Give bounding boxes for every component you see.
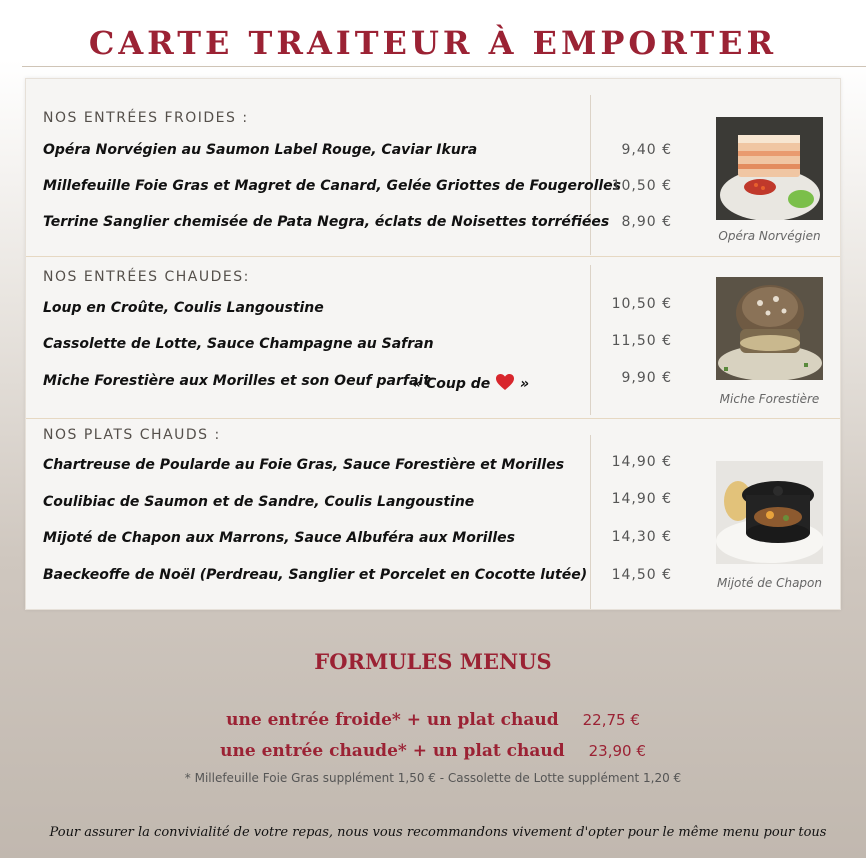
dish-price: 14,30 € (611, 529, 672, 545)
dish-name: Terrine Sanglier chemisée de Pata Negra, éclats de Noisettes torréfiées (43, 214, 610, 230)
page-title: CARTE TRAITEUR À EMPORTER (88, 24, 778, 62)
dish-name: Opéra Norvégien au Saumon Label Rouge, Caviar Ikura (43, 142, 478, 158)
mijote-de-chapon-photo (716, 461, 823, 564)
dish-name: Chartreuse de Poularde au Foie Gras, Sauce Forestière et Morilles (43, 457, 565, 473)
dish-name: Baeckeoffe de Noël (Perdreau, Sanglier et Porcelet en Cocotte lutée) (43, 567, 588, 583)
opera-norvegien-photo (716, 117, 823, 220)
miche-forestiere-photo (716, 277, 823, 380)
formule-label: une entrée froide* + un plat chaud (226, 710, 559, 730)
section-title-entrees-chaudes: NOS ENTRÉES CHAUDES: (43, 269, 250, 285)
formule-option (0, 741, 866, 761)
section-divider (26, 256, 840, 257)
dish-name: Miche Forestière aux Morilles et son Oeuf parfait (43, 373, 430, 389)
formules-title: FORMULES MENUS (314, 649, 552, 674)
footer-note: Pour assurer la convivialité de votre repas, nous vous recommandons vivement d'opter pour le même menu pour tous (49, 825, 827, 840)
menu-card (25, 78, 841, 610)
section-divider (26, 418, 840, 419)
column-divider (590, 435, 591, 609)
formule-price: 22,75 € (582, 711, 640, 729)
dish-price: 14,90 € (611, 491, 672, 507)
photo-caption: Miche Forestière (719, 392, 820, 406)
dish-price: 9,90 € (621, 370, 672, 386)
dish-name: Cassolette de Lotte, Sauce Champagne au Safran (43, 336, 434, 352)
photo-caption: Mijoté de Chapon (717, 576, 822, 590)
dish-name: Mijoté de Chapon aux Marrons, Sauce Albuféra aux Morilles (43, 530, 515, 546)
dish-name: Loup en Croûte, Coulis Langoustine (43, 300, 324, 316)
dish-price: 9,40 € (621, 142, 672, 158)
dish-price: 8,90 € (621, 214, 672, 230)
dish-name: Coulibiac de Saumon et de Sandre, Coulis Langoustine (43, 494, 475, 510)
section-title-entrees-froides: NOS ENTRÉES FROIDES : (43, 110, 249, 126)
dish-price: 10,50 € (611, 296, 672, 312)
tag-text: « Coup de (412, 376, 491, 392)
column-divider (590, 265, 591, 415)
dish-price: 11,50 € (611, 333, 672, 349)
heart-icon (495, 373, 515, 391)
photo-caption: Opéra Norvégien (718, 229, 821, 243)
dish-price: 14,50 € (611, 567, 672, 583)
title-divider (22, 66, 866, 67)
column-divider (590, 95, 591, 255)
dish-price: 14,90 € (611, 454, 672, 470)
formule-option (0, 710, 866, 730)
supplement-note: * Millefeuille Foie Gras supplément 1,50 € - Cassolette de Lotte supplément 1,20 € (184, 771, 682, 785)
dish-price: 10,50 € (611, 178, 672, 194)
formule-label: une entrée chaude* + un plat chaud (220, 741, 565, 761)
coup-de-coeur-tag (412, 373, 529, 392)
section-title-plats-chauds: NOS PLATS CHAUDS : (43, 427, 221, 443)
tag-text: » (520, 376, 530, 392)
dish-name: Millefeuille Foie Gras et Magret de Canard, Gelée Griottes de Fougerolles (43, 178, 621, 194)
formule-price: 23,90 € (588, 742, 646, 760)
